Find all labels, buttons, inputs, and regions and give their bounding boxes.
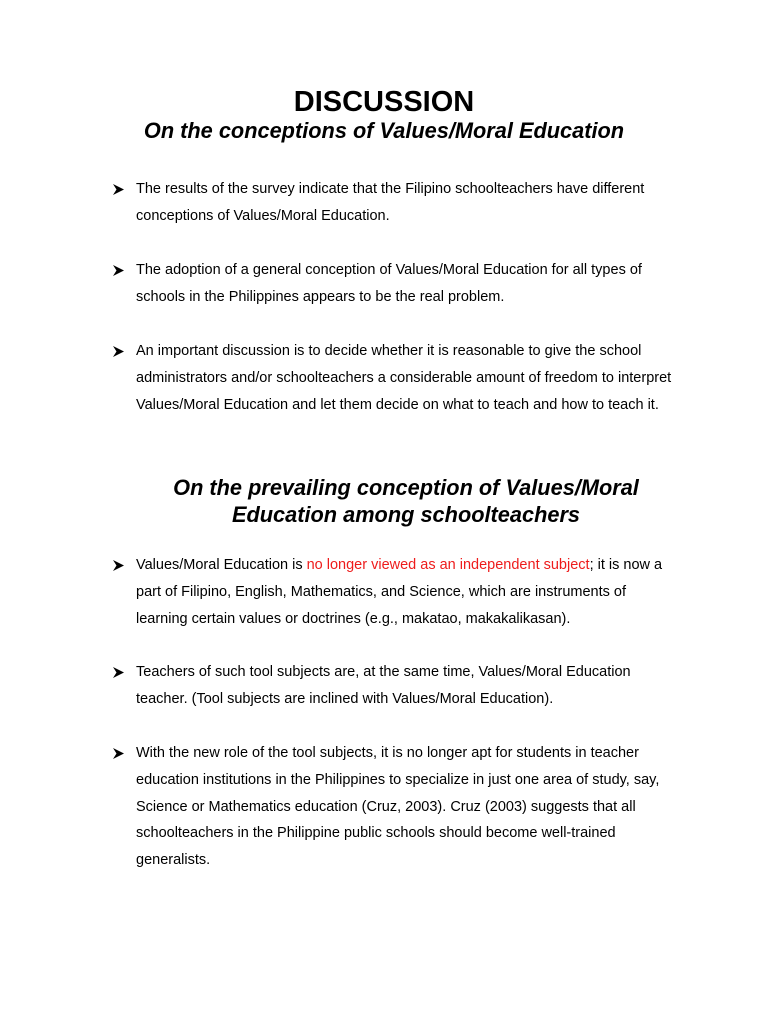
bullet-text: Teachers of such tool subjects are, at the same time, Values/Moral Education teacher. (Tool subjects are inclined with Values/Moral Education). [136,664,631,707]
arrowhead-bullet-icon [112,176,126,203]
list-item [112,338,672,418]
arrowhead-bullet-icon [112,659,126,686]
arrowhead-bullet-icon [112,740,126,767]
bullet-text: An important discussion is to decide whether it is reasonable to give the school administrators and/or schoolteachers a considerable amount of freedom to interpret Values/Moral Education and let them decide on what to teach and how to teach it. [136,343,672,413]
section-title-conceptions: On the conceptions of Values/Moral Education [143,118,625,143]
highlighted-phrase: no longer viewed as an independent subject [306,557,590,573]
list-item [112,740,672,874]
list-item [112,176,672,230]
list-item [112,552,672,632]
bullet-text [136,552,672,632]
arrowhead-bullet-icon [112,552,126,579]
arrowhead-bullet-icon [112,338,126,365]
section-title-prevailing: On the prevailing conception of Values/Moral Education among schoolteachers [173,475,639,527]
list-item [112,257,672,311]
bullet-text: With the new role of the tool subjects, it is no longer apt for students in teacher education institutions in the Philippines to specialize in just one area of study, say, Science or Mathematics education (Cruz, 2003). Cruz (2003) suggests that all schoolteachers in the Philippine public schools should become well-trained generalists. [136,745,660,869]
arrowhead-bullet-icon [112,257,126,284]
list-item [112,659,672,713]
bullet-text-after: ; it is now a part of Filipino, English, Mathematics, and Science, which are instruments of learning certain values or doctrines (e.g., makatao, makakalikasan). [136,557,663,627]
bullet-text: The results of the survey indicate that the Filipino schoolteachers have different conceptions of Values/Moral Education. [136,181,645,224]
bullet-text-before: Values/Moral Education is [136,557,307,573]
bullet-text: The adoption of a general conception of Values/Moral Education for all types of schools in the Philippines appears to be the real problem. [136,262,642,305]
page-title: DISCUSSION [293,86,475,118]
